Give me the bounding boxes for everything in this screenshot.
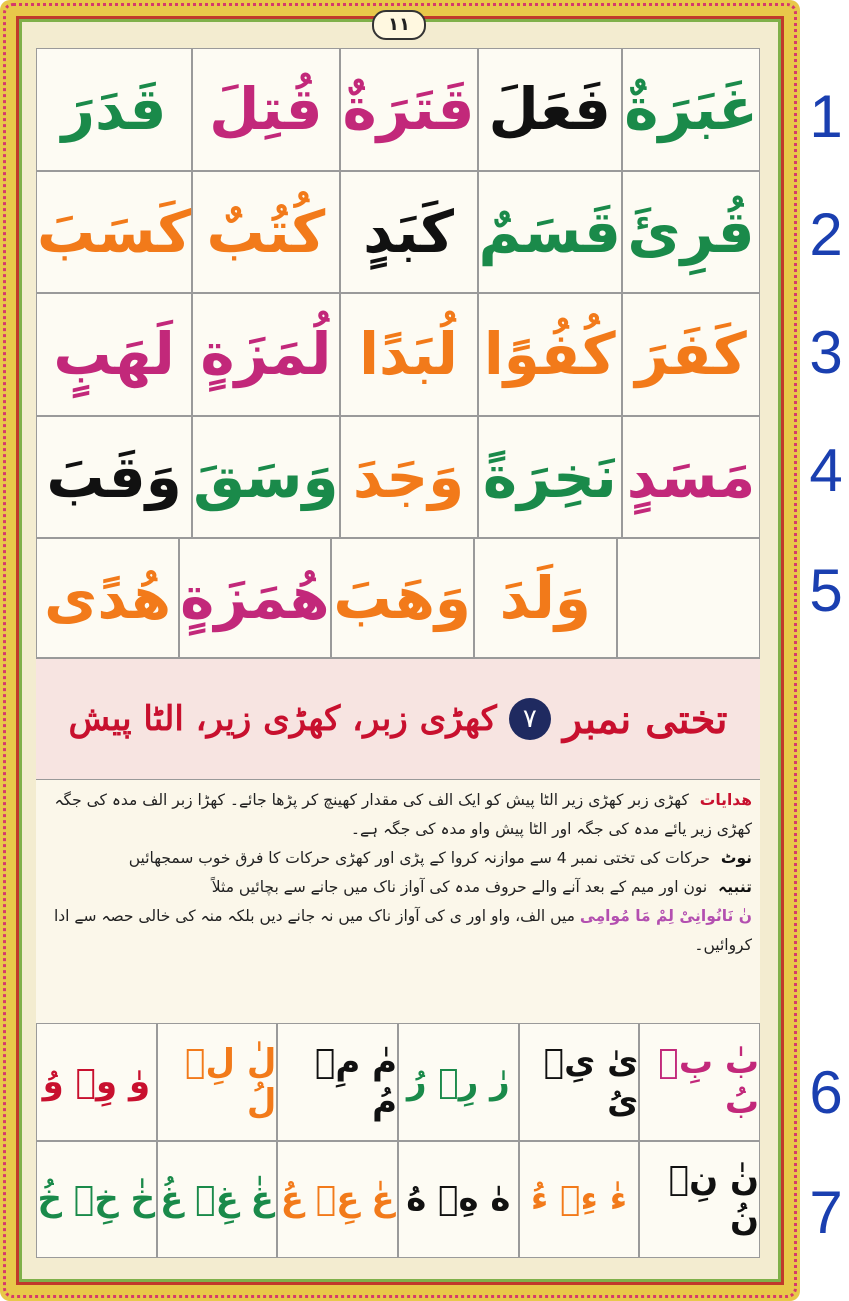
word-cell: فَعَلَ [478,48,622,171]
page-number: ۱۱ [372,10,426,40]
word-cell: وَهَبَ [331,538,474,658]
lesson-board [36,48,760,1258]
letter-grid [36,1023,760,1258]
word-row-5 [36,538,760,658]
instruction-note [44,844,752,873]
word-cell: قُرِئَ [622,171,760,294]
row-number: 2 [809,201,843,268]
lesson-number-badge: ۷ [509,698,551,740]
letter-cell: عٰ عِٖ عُ [277,1141,398,1259]
letter-cell: رٰ رِٖ رُ [398,1023,519,1141]
letter-cell: مٰ مِٖ مُ [277,1023,398,1141]
hidayat-label: ھدایات [699,791,752,809]
word-cell: مَسَدٍ [622,416,760,539]
instruction-warning [44,873,752,902]
lesson-title: تختی نمبر [562,695,728,743]
warning-label: تنبیہ [718,878,752,896]
word-cell: كُفُوًا [478,293,622,416]
lesson-subtitle: کھڑی زبر، کھڑی زیر، الٹا پیش [68,699,497,739]
word-cell: قَسَمٌ [478,171,622,294]
letter-cell: خٰ خِٖ خُ [36,1141,157,1259]
letter-cell: هٰ هِٖ هُ [398,1141,519,1259]
warning-text: نون اور میم کے بعد آنے والے حروف مدہ کی آواز ناک میں جانے سے بچائیں مثلاً [211,878,708,896]
word-cell: قَدَرَ [36,48,192,171]
word-grid [36,48,760,538]
word-cell: وَجَدَ [340,416,478,539]
word-cell: لُمَزَةٍ [192,293,339,416]
hidayat-text: کھڑی زبر کھڑی زیر الٹا پیش کو ایک الف کی مقدار کھینچ کر پڑھا جائے۔ کھڑا زبر الف مدہ کی جگہ کھڑی زیر یائے مدہ کی جگہ اور الٹا پیش واو مدہ کی جگہ ہے۔ [54,791,752,838]
instruction-example [44,902,752,960]
letter-cell: یٰ یِٖ یُ [519,1023,640,1141]
word-cell: كُتُبٌ [192,171,339,294]
letter-cell: نٰ نِٖ نُ [639,1141,760,1259]
instruction-hidayat [44,786,752,844]
letter-cell: لٰ لِٖ لُ [157,1023,278,1141]
word-cell: وَلَدَ [474,538,617,658]
note-label: نوٹ [720,849,752,867]
word-cell [617,538,760,658]
word-cell: كَبَدٍ [340,171,478,294]
word-cell: كَفَرَ [622,293,760,416]
word-cell: وَقَبَ [36,416,192,539]
letter-cell: ءٰ ءِٖ ءُ [519,1141,640,1259]
note-text: حرکات کی تختی نمبر 4 سے موازنہ کروا کے پڑی اور کھڑی حرکات کا فرق خوب سمجھائیں [128,849,710,867]
row-number: 5 [809,557,843,624]
instructions [44,786,752,1018]
row-number: 7 [809,1179,843,1246]
word-cell: كَسَبَ [36,171,192,294]
row-number: 3 [809,319,843,386]
letter-cell: وٰ وِٖ وُ [36,1023,157,1141]
word-cell: غَبَرَةٌ [622,48,760,171]
word-cell: قُتِلَ [192,48,339,171]
word-cell: قَتَرَةٌ [340,48,478,171]
row-number: 4 [809,437,843,504]
closing-text: میں الف، واو اور ی کی آواز ناک میں نہ جانے دیں بلکہ منہ کی خالی حصہ سے ادا کروائیں۔ [53,907,752,954]
word-cell: لَهَبٍ [36,293,192,416]
row-number: 1 [809,83,843,150]
word-cell: لُبَدًا [340,293,478,416]
row-number: 6 [809,1059,843,1126]
word-cell: هُدًى [36,538,179,658]
word-cell: وَسَقَ [192,416,339,539]
letter-cell: غٰ غِٖ غُ [157,1141,278,1259]
lesson-title-band [36,658,760,780]
word-cell: هُمَزَةٍ [179,538,330,658]
example-text: نٰ نَانُوانِیْ لِمْ مَا مُوامِی [579,907,752,925]
letter-cell: بٰ بِٖ بُ [639,1023,760,1141]
word-cell: نَخِرَةً [478,416,622,539]
